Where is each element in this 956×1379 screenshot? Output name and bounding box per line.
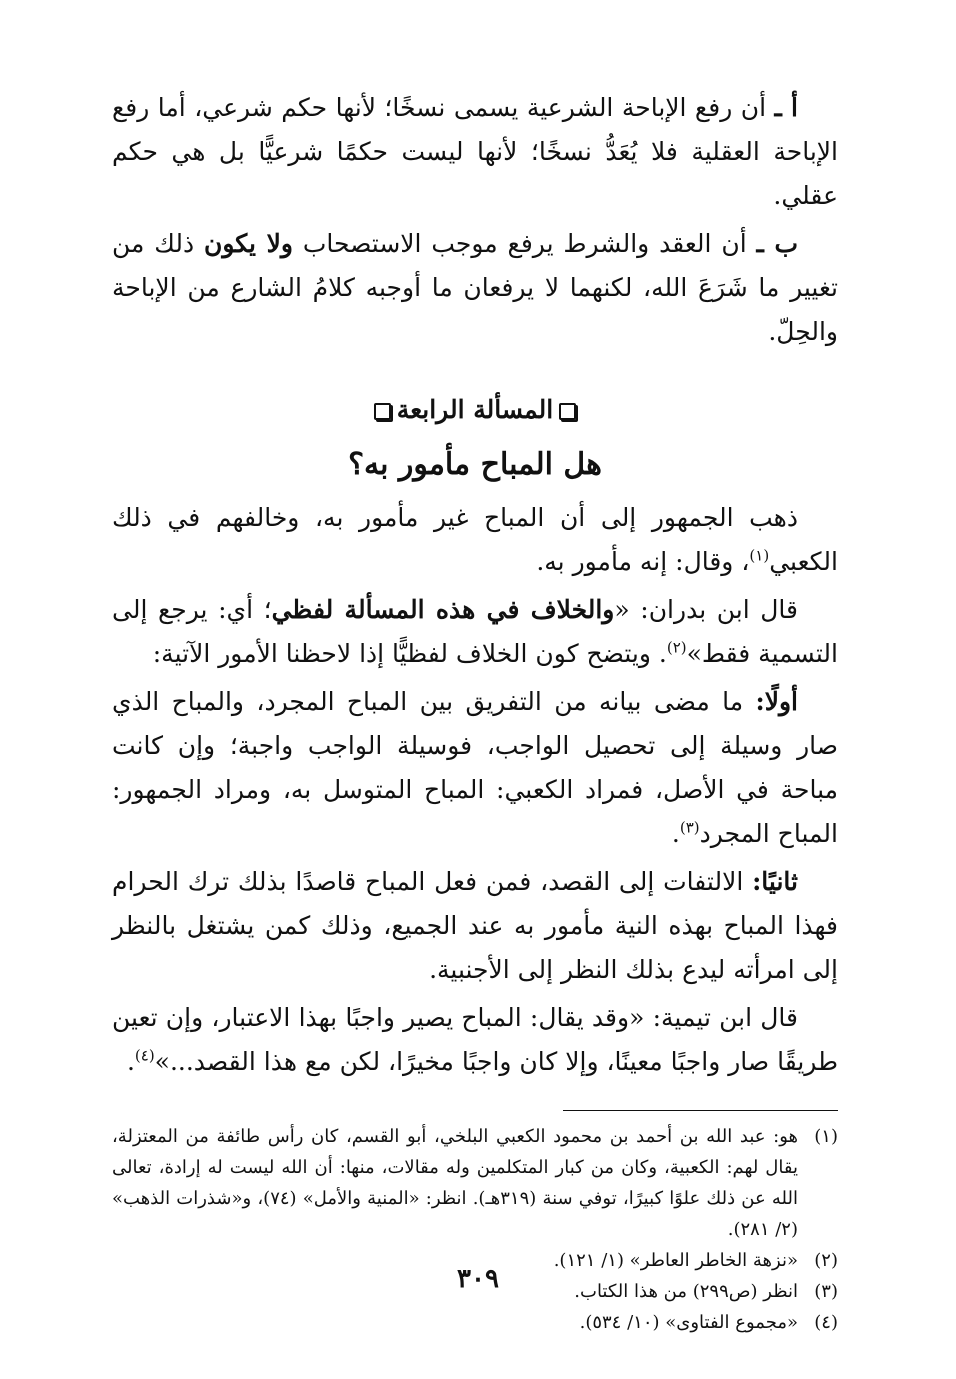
footnote-ref-2[interactable]: (٢) — [666, 638, 687, 657]
paragraph-first-text: ما مضى بيانه من التفريق بين المباح المجرد، والمباح الذي صار وسيلة إلى تحصيل الواجب، فوسيلة الواجب واجبة؛ وإن كانت مباحة في الأصل، فمراد الكعبي: المباح المتوسل به، ومراد الجمهور: المباح المجرد — [112, 687, 839, 848]
paragraph-majority-text-b: ، وقال: إنه مأمور به. — [536, 547, 750, 576]
footnote-ref-3[interactable]: (٣) — [679, 818, 700, 837]
point-label-second: ثانيًا: — [752, 867, 798, 896]
section-title: هل المباح مأمور به؟ — [348, 447, 602, 482]
paragraph-first-end: . — [671, 819, 680, 848]
box-ornament-icon — [374, 403, 391, 420]
footnote-1 — [112, 1121, 838, 1245]
footnote-divider — [563, 1110, 838, 1111]
footnote-number: (١) — [814, 1126, 838, 1147]
paragraph-ba-text-a: أن العقد والشرط يرفع موجب الاستصحاب — [292, 229, 757, 258]
footnote-text: هو: عبد الله بن أحمد بن محمود الكعبي البلخي، أبو القسم، كان رأس طائفة من المعتزلة، يقال لهم: الكعبية، وكان من كبار المتكلمين وله مقالات، منها: أن الله ليست له إرادة، تعالى الله عن ذلك علوًا كبيرًا، توفي سنة (٣١٩هـ). انظر: «المنية والأمل» (٧٤)، و«شذرات الذهب» (٢/ ٢٨١). — [112, 1126, 798, 1240]
paragraph-ibn-badran-text-b: ؛ أي: يرجع إلى التسمية فقط» — [112, 595, 838, 668]
paragraph-ibn-taymiyyah-text: قال ابن تيمية: «وقد يقال: المباح يصير واجبًا بهذا الاعتبار، وإن تعين طريقًا صار واجبًا معينًا، وإلا كان واجبًا مخيرًا، لكن مع هذا القصد...» — [112, 1003, 838, 1076]
paragraph-ibn-badran-text-c: . ويتضح كون الخلاف لفظيًّا إذا لاحظنا الأمور الآتية: — [152, 639, 667, 668]
footnote-text: «نزهة الخاطر العاطر» (١/ ١٢١). — [553, 1250, 798, 1271]
paragraph-first — [112, 680, 838, 856]
section-heading-text: المسألة الرابعة — [396, 395, 554, 424]
paragraph-ibn-taymiyyah — [112, 996, 838, 1084]
paragraph-ba — [112, 222, 838, 354]
section-heading — [112, 390, 838, 430]
paragraph-majority-text-a: ذهب الجمهور إلى أن المباح غير مأمور به، وخالفهم في ذلك الكعبي — [112, 503, 838, 576]
page-number: ٣٠٩ — [457, 1264, 499, 1294]
paragraph-ibn-taymiyyah-end: . — [126, 1047, 135, 1076]
footnote-text: انظر (ص٢٩٩) من هذا الكتاب. — [574, 1281, 798, 1302]
paragraph-ibn-badran-text-a: قال ابن بدران: « — [614, 595, 799, 624]
footnote-number: (٤) — [814, 1312, 838, 1333]
footnote-number: (٣) — [814, 1281, 838, 1302]
box-ornament-icon — [559, 403, 576, 420]
paragraph-majority — [112, 496, 838, 584]
paragraph-second — [112, 860, 838, 992]
footnote-ref-4[interactable]: (٤) — [134, 1046, 155, 1065]
footnote-4 — [112, 1307, 838, 1338]
footnote-ref-1[interactable]: (١) — [749, 546, 770, 565]
paragraph-ba-bold: ولا يكون — [203, 229, 293, 258]
paragraph-alef — [112, 86, 838, 218]
paragraph-alef-text: أن رفع الإباحة الشرعية يسمى نسخًا؛ لأنها حكم شرعي، أما رفع الإباحة العقلية فلا يُعَدُّ نسخًا؛ لأنها ليست حكمًا شرعيًّا بل هي حكم عقلي. — [112, 93, 838, 210]
footnote-text: «مجموع الفتاوى» (١٠/ ٥٣٤). — [579, 1312, 798, 1333]
footnote-number: (٢) — [814, 1250, 838, 1271]
paragraph-ba-text-b: ذلك من تغيير ما شَرَعَ الله، لكنهما لا يرفعان ما أوجبه كلامُ الشارع من الإباحة والحِلّ. — [112, 229, 838, 346]
paragraph-second-text: الالتفات إلى القصد، فمن فعل المباح قاصدًا بذلك ترك الحرام فهذا المباح بهذه النية مأمور به عند الجميع، وذلك كمن يشتغل بالنظر إلى امرأته ليدع بذلك النظر إلى الأجنبية. — [112, 867, 838, 984]
point-label-ba: ب ـ — [756, 229, 798, 258]
paragraph-ibn-badran-bold: والخلاف في هذه المسألة لفظي — [271, 595, 615, 624]
point-label-first: أولًا: — [755, 687, 798, 716]
paragraph-ibn-badran — [112, 588, 838, 676]
point-label-alef: أ ـ — [774, 93, 798, 122]
